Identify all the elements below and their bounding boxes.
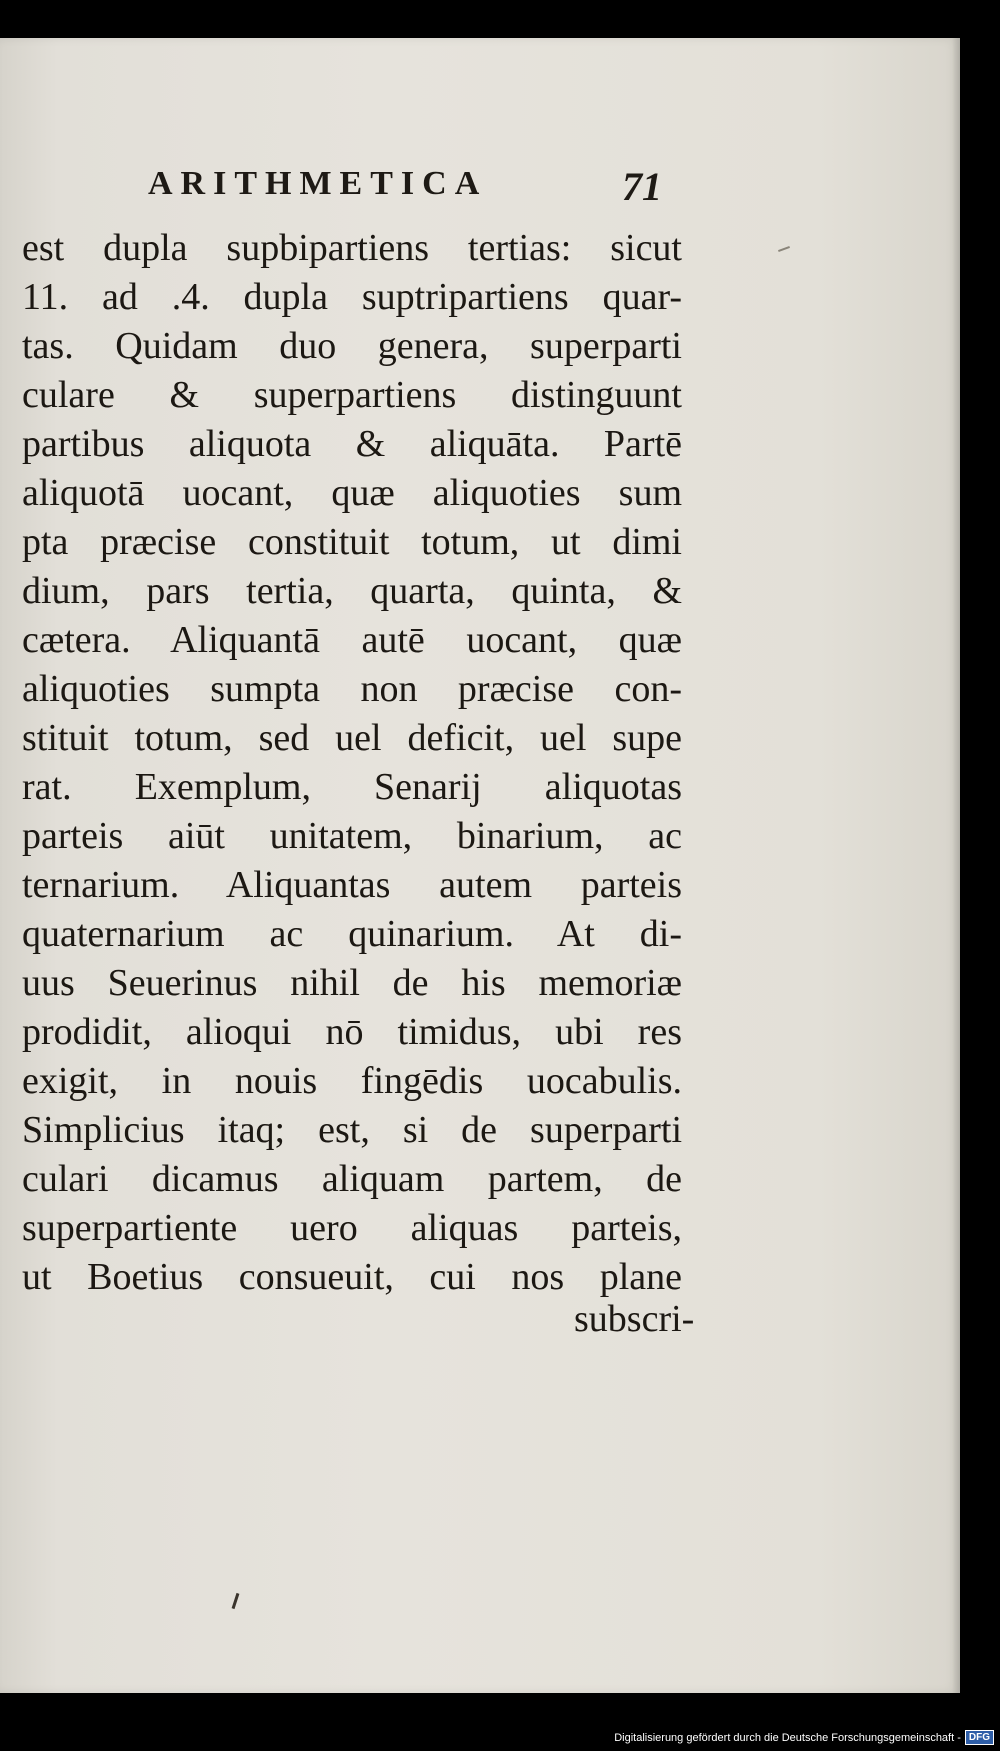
page-number: 71 <box>622 164 662 209</box>
page-edge-shadow <box>952 38 960 1693</box>
text-line: partibus aliquota & aliquāta. Partē <box>22 423 682 465</box>
digitization-credit <box>614 1730 994 1745</box>
ink-mark <box>232 1593 240 1609</box>
dfg-logo: DFG <box>965 1730 994 1745</box>
catchword: subscri- <box>574 1298 695 1340</box>
text-line: aliquoties sumpta non præcise con- <box>22 668 682 710</box>
text-line: Simplicius itaq; est, si de superparti <box>22 1109 682 1151</box>
book-page <box>0 38 960 1693</box>
text-line: parteis aiūt unitatem, binarium, ac <box>22 815 682 857</box>
text-line: rat. Exemplum, Senarij aliquotas <box>22 766 682 808</box>
text-line: stituit totum, sed uel deficit, uel supe <box>22 717 682 759</box>
text-line: prodidit, alioqui nō timidus, ubi res <box>22 1011 682 1053</box>
text-line: quaternarium ac quinarium. At di- <box>22 913 682 955</box>
text-line: ut Boetius consueuit, cui nos plane <box>22 1256 682 1298</box>
text-line: pta præcise constituit totum, ut dimi <box>22 521 682 563</box>
text-line: culare & superpartiens distinguunt <box>22 374 682 416</box>
text-line: ternarium. Aliquantas autem parteis <box>22 864 682 906</box>
running-head <box>0 153 700 213</box>
text-line: cætera. Aliquantā autē uocant, quæ <box>22 619 682 661</box>
running-head-title: ARITHMETICA <box>148 165 488 202</box>
text-line: 11. ad .4. dupla suptripartiens quar- <box>22 276 682 318</box>
text-line: est dupla supbipartiens tertias: sicut <box>22 227 682 269</box>
body-text <box>22 224 682 1302</box>
paper-mark <box>778 246 790 252</box>
text-line: superpartiente uero aliquas parteis, <box>22 1207 682 1249</box>
text-line: culari dicamus aliquam partem, de <box>22 1158 682 1200</box>
text-line: exigit, in nouis fingēdis uocabulis. <box>22 1060 682 1102</box>
text-line: tas. Quidam duo genera, superparti <box>22 325 682 367</box>
text-line: aliquotā uocant, quæ aliquoties sum <box>22 472 682 514</box>
text-line: uus Seuerinus nihil de his memoriæ <box>22 962 682 1004</box>
credit-text: Digitalisierung gefördert durch die Deutsche Forschungsgemeinschaft - <box>614 1731 961 1744</box>
text-line: dium, pars tertia, quarta, quinta, & <box>22 570 682 612</box>
